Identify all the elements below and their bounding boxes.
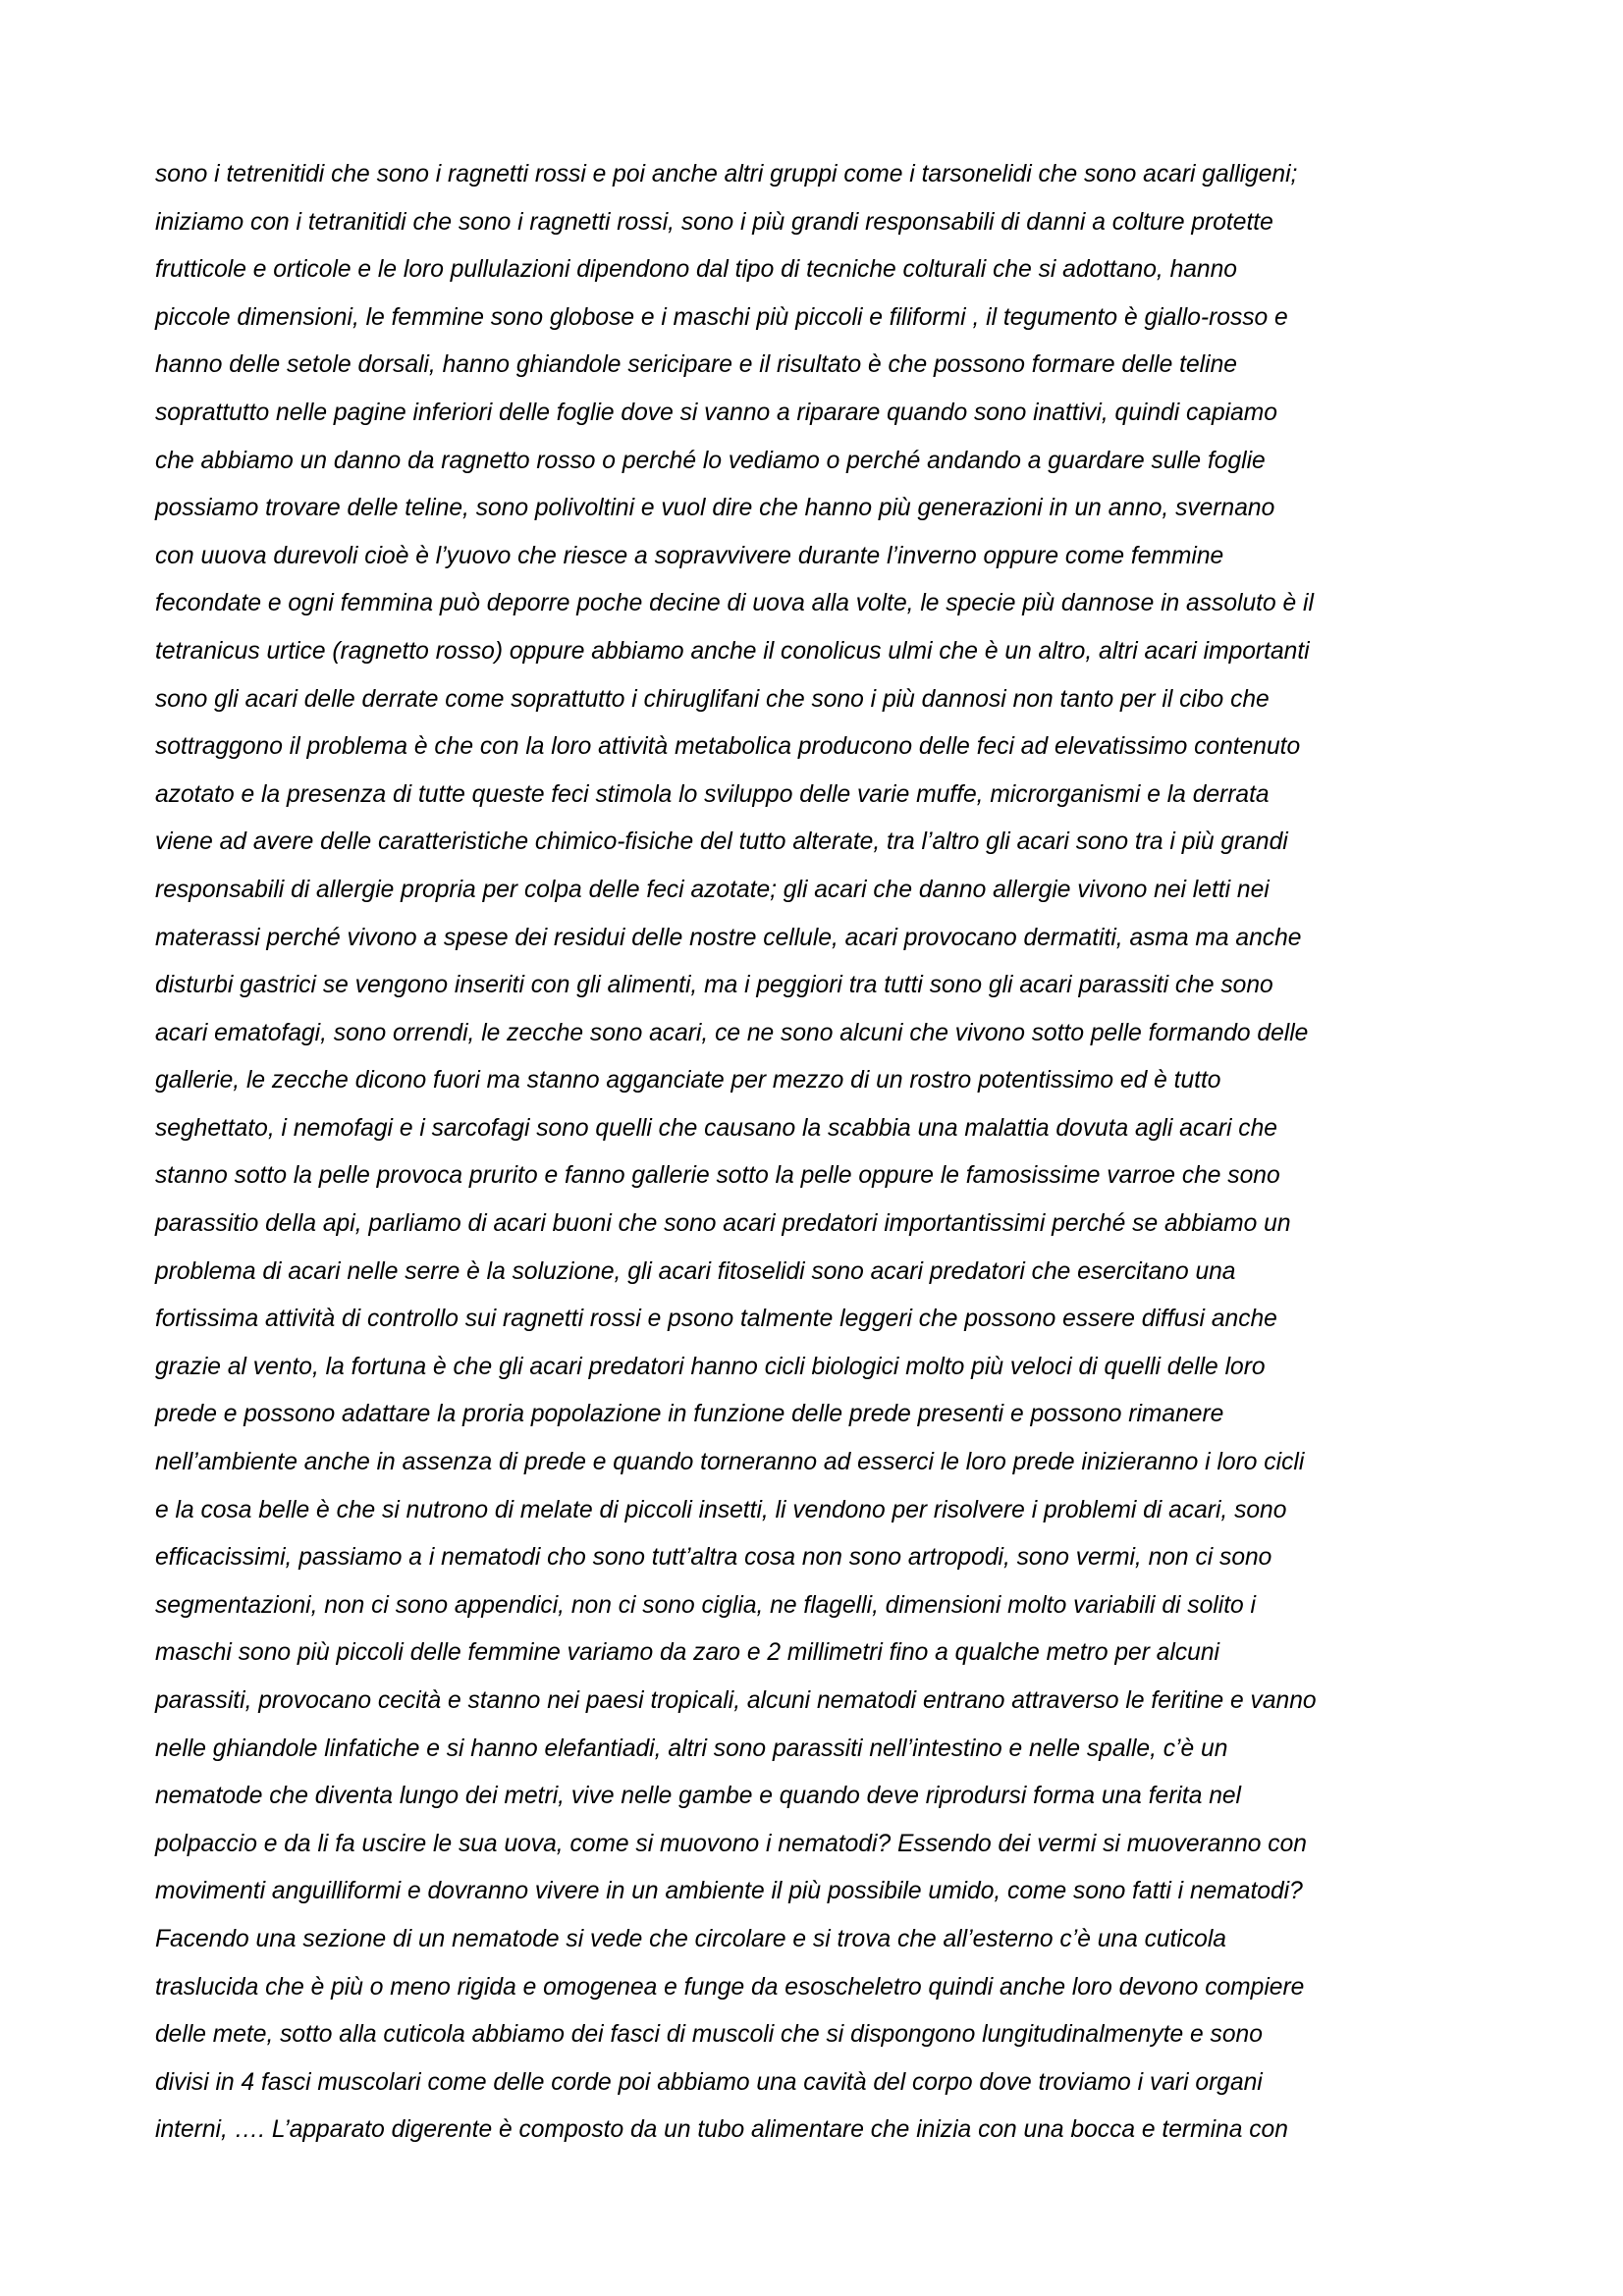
text-line: nelle ghiandole linfatiche e si hanno elefantiadi, altri sono parassiti nell’intestino e nelle spalle, c’è un — [155, 1735, 1228, 1762]
text-line: hanno delle setole dorsali, hanno ghiandole sericipare e il risultato è che possono formare delle teline — [155, 351, 1237, 379]
text-line: sono i tetrenitidi che sono i ragnetti rossi e poi anche altri gruppi come i tarsonelidi che sono acari galligeni; — [155, 161, 1298, 187]
text-line: e la cosa belle è che si nutrono di melate di piccoli insetti, li vendono per risolvere i problemi di acari, sono — [155, 1496, 1287, 1523]
text-line: disturbi gastrici se vengono inseriti con gli alimenti, ma i peggiori tra tutti sono gli acari parassiti che sono — [155, 972, 1273, 999]
text-line: nell’ambiente anche in assenza di prede e quando torneranno ad esserci le loro prede inizieranno i loro cicli — [155, 1449, 1305, 1476]
text-line: che abbiamo un danno da ragnetto rosso o perché lo vediamo o perché andando a guardare sulle foglie — [155, 447, 1266, 474]
text-line: segmentazioni, non ci sono appendici, non ci sono ciglia, ne flagelli, dimensioni molto variabili di solito i — [155, 1591, 1257, 1619]
text-line: traslucida che è più o meno rigida e omogenea e funge da esoscheletro quindi anche loro devono compiere — [155, 1973, 1305, 2001]
text-line: viene ad avere delle caratteristiche chimico-fisiche del tutto alterate, tra l’altro gli acari sono tra i più grandi — [155, 828, 1288, 856]
text-line: efficacissimi, passiamo a i nematodi cho sono tutt’altra cosa non sono artropodi, sono vermi, non ci sono — [155, 1544, 1272, 1572]
text-line: responsabili di allergie propria per colpa delle feci azotate; gli acari che danno allergie vivono nei letti nei — [155, 876, 1270, 903]
text-line: prede e possono adattare la proria popolazione in funzione delle prede presenti e possono rimanere — [155, 1401, 1224, 1428]
text-line: possiamo trovare delle teline, sono polivoltini e vuol dire che hanno più generazioni in un anno, svernano — [155, 495, 1275, 522]
text-line: iniziamo con i tetranitidi che sono i ragnetti rossi, sono i più grandi responsabili di danni a colture protette — [155, 208, 1273, 236]
text-line: maschi sono più piccoli delle femmine variamo da zaro e 2 millimetri fino a qualche metro per alcuni — [155, 1639, 1219, 1667]
text-line: piccole dimensioni, le femmine sono globose e i maschi più piccoli e filiformi , il tegumento è giallo-rosso e — [155, 303, 1288, 331]
text-line: polpaccio e da li fa uscire le sua uova, come si muovono i nematodi? Essendo dei vermi si muoveranno con — [155, 1830, 1307, 1857]
text-line: azotato e la presenza di tutte queste feci stimola lo sviluppo delle varie muffe, microrganismi e la derrata — [155, 780, 1270, 808]
text-line: grazie al vento, la fortuna è che gli acari predatori hanno cicli biologici molto più veloci di quelli delle loro — [155, 1353, 1266, 1380]
text-line: fortissima attività di controllo sui ragnetti rossi e psono talmente leggeri che possono essere diffusi anche — [155, 1306, 1277, 1333]
text-line: frutticole e orticole e le loro pullulazioni dipendono dal tipo di tecniche colturali che si adottano, hanno — [155, 256, 1237, 284]
text-line: delle mete, sotto alla cuticola abbiamo dei fasci di muscoli che si dispongono lungitudinalmenyte e sono — [155, 2021, 1263, 2049]
text-line: nematode che diventa lungo dei metri, vive nelle gambe e quando deve riprodursi forma una ferita nel — [155, 1783, 1242, 1810]
text-line: interni, …. L’apparato digerente è composto da un tubo alimentare che inizia con una bocca e termina con — [155, 2116, 1288, 2144]
text-line: tetranicus urtice (ragnetto rosso) oppure abbiamo anche il conolicus ulmi che è un altro, altri acari importanti — [155, 637, 1310, 665]
text-line: con uuova durevoli cioè è l’yuovo che riesce a sopravvivere durante l’inverno oppure come femmine — [155, 542, 1224, 569]
text-line: parassitio della api, parliamo di acari buoni che sono acari predatori importantissimi perché se abbiamo un — [155, 1210, 1291, 1238]
body-text — [155, 151, 1490, 2155]
text-line: stanno sotto la pelle provoca prurito e fanno gallerie sotto la pelle oppure le famosissime varroe che sono — [155, 1162, 1280, 1190]
text-line: parassiti, provocano cecità e stanno nei paesi tropicali, alcuni nematodi entrano attraverso le feritine e vanno — [155, 1687, 1317, 1714]
text-line: problema di acari nelle serre è la soluzione, gli acari fitoselidi sono acari predatori che esercitano una — [155, 1257, 1236, 1285]
text-line: materassi perché vivono a spese dei residui delle nostre cellule, acari provocano dermatiti, asma ma anche — [155, 924, 1302, 951]
text-line: seghettato, i nemofagi e i sarcofagi sono quelli che causano la scabbia una malattia dovuta agli acari che — [155, 1114, 1277, 1142]
text-line: fecondate e ogni femmina può deporre poche decine di uova alla volte, le specie più dannose in assoluto è il — [155, 590, 1314, 617]
text-line: movimenti anguilliformi e dovranno vivere in un ambiente il più possibile umido, come sono fatti i nematodi? — [155, 1878, 1303, 1905]
text-line: soprattutto nelle pagine inferiori delle foglie dove si vanno a riparare quando sono inattivi, quindi capiamo — [155, 399, 1277, 426]
text-line: gallerie, le zecche dicono fuori ma stanno agganciate per mezzo di un rostro potentissimo ed è tutto — [155, 1067, 1221, 1095]
text-line: divisi in 4 fasci muscolari come delle corde poi abbiamo una cavità del corpo dove troviamo i vari organi — [155, 2068, 1263, 2096]
text-line: sottraggono il problema è che con la loro attività metabolica producono delle feci ad elevatissimo contenuto — [155, 733, 1301, 761]
text-line: sono gli acari delle derrate come soprattutto i chiruglifani che sono i più dannosi non tanto per il cibo che — [155, 685, 1270, 713]
text-line: Facendo una sezione di un nematode si vede che circolare e si trova che all’esterno c’è una cuticola — [155, 1925, 1226, 1952]
text-line: acari ematofagi, sono orrendi, le zecche sono acari, ce ne sono alcuni che vivono sotto pelle formando delle — [155, 1019, 1309, 1046]
